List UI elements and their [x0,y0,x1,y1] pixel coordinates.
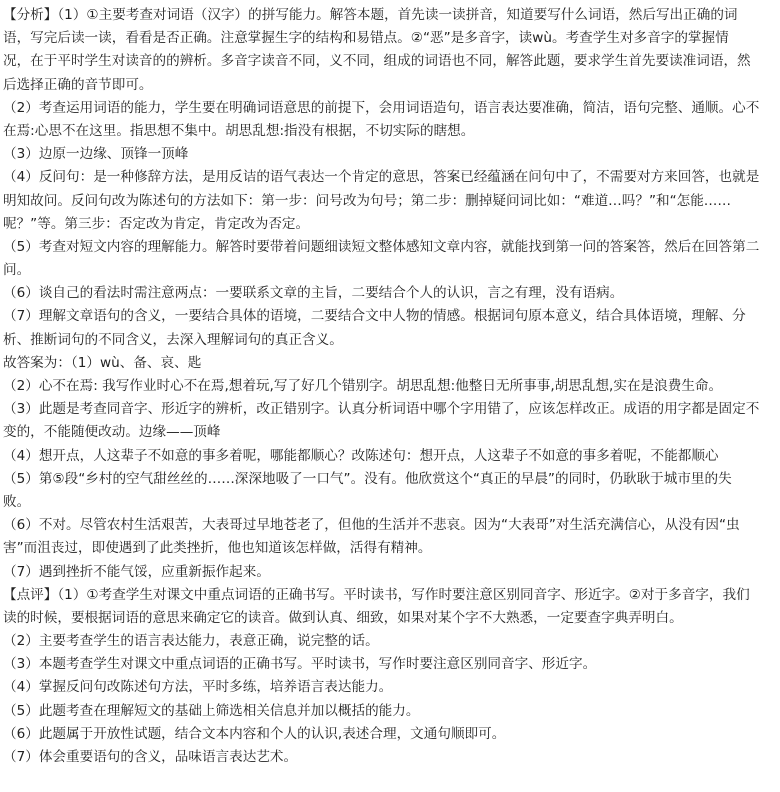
analysis-line: 况，在于平时学生对读音的的辨析。多音字读音不同，义不同，组成的词语也不同，解答此题，要求学生首先要读准词语，然 [3,53,751,70]
analysis-line: 在焉:心思不在这里。指思想不集中。胡思乱想:指没有根据，不切实际的瞎想。 [3,122,475,139]
analysis-line: （2）考查运用词语的能力，学生要在明确词语意思的前提下，会用词语造句，语言表达要准确，简洁，语句完整、通顺。心不 [3,99,760,116]
comment-line: （5）此题考查在理解短文的基础上筛选相关信息并加以概括的能力。 [3,702,420,719]
answer-line: 故答案为：（1）wù、备、哀、匙 [3,354,202,371]
answer-line: 变的，不能随便改动。边缘——顶峰 [3,424,221,441]
analysis-line: （5）考查对短文内容的理解能力。解答时要带着问题细读短文整体感知文章内容，就能找到第一问的答案答，然后在回答第二 [3,238,760,255]
answer-line: 败。 [3,493,31,510]
analysis-line: （3）边原一边缘、顶锋一顶峰 [3,146,189,163]
answer-line: （5）第⑤段“乡村的空气甜丝丝的……深深地吸了一口气”。没有。他欣赏这个“真正的早晨”的同时，仍耿耿于城市里的失 [3,470,732,487]
answer-line: （7）遇到挫折不能气馁，应重新振作起来。 [3,563,270,580]
answer-document [3,4,777,769]
analysis-line: （6）谈自己的看法时需注意两点：一要联系文章的主旨，二要结合个人的认识，言之有理，没有语病。 [3,285,624,302]
analysis-line: （4）反问句：是一种修辞方法，是用反诘的语气表达一个肯定的意思，答案已经蕴涵在问句中了，不需要对方来回答，也就是 [3,169,760,186]
analysis-line: 明知故问。反问句改为陈述句的方法如下：第一步：问号改为句号；第二步：删掉疑问词比如：“难道…吗？”和“怎能…… [3,192,731,209]
answer-line: （3）此题是考查同音字、形近字的辨析，改正错别字。认真分析词语中哪个字用错了，应该怎样改正。成语的用字都是固定不 [3,401,760,418]
analysis-line: 析、推断词句的不同含义，去深入理解词句的真正含义。 [3,331,343,348]
comment-line: （7）体会重要语句的含义，品味语言表达艺术。 [3,749,298,765]
analysis-line: 问。 [3,262,31,279]
comment-line: （6）此题属于开放性试题，结合文本内容和个人的认识,表述合理，文通句顺即可。 [3,725,506,742]
answer-line: 害”而沮丧过，即使遇到了此类挫折，他也知道该怎样做，活得有精神。 [3,540,432,557]
analysis-line: 呢？”等。第三步：否定改为肯定，肯定改为否定。 [3,215,310,232]
comment-line: 【点评】（1）①考查学生对课文中重点词语的正确书写。平时读书，写作时要注意区别同音字、形近字。②对于多音字，我们 [3,586,750,603]
answer-line: （2）心不在焉: 我写作业时心不在焉,想着玩,写了好几个错别字。胡思乱想:他整日无所事事,胡思乱想,实在是浪费生命。 [3,378,723,394]
comment-line: （3）本题考查学生对课文中重点词语的正确书写。平时读书，写作时要注意区别同音字、形近字。 [3,656,597,673]
analysis-line: 【分析】（1）①主要考查对词语（汉字）的拼写能力。解答本题，首先读一读拼音，知道要写什么词语，然后写出正确的词 [3,7,738,23]
analysis-line: （7）理解文章语句的含义，一要结合具体的语境，二要结合文中人物的情感。根据词句原本意义，结合具体语境，理解、分 [3,308,746,325]
answer-line: （6）不对。尽管农村生活艰苦，大表哥过早地苍老了，但他的生活并不悲哀。因为“大表哥”对生活充满信心，从没有因“虫 [3,517,740,534]
analysis-line: 后选择正确的音节即可。 [3,76,153,93]
comment-line: 读的时候，要根据词语的意思来确定它的读音。做到认真、细致，如果对某个字不大熟悉，一定要查字典弄明白。 [3,609,683,626]
comment-line: （2）主要考查学生的语言表达能力，表意正确，说完整的话。 [3,633,379,650]
comment-line: （4）掌握反问句改陈述句方法，平时多练，培养语言表达能力。 [3,679,393,696]
answer-line: （4）想开点，人这辈子不如意的事多着呢，哪能都顺心？改陈述句：想开点，人这辈子不如意的事多着呢，不能都顺心 [3,447,719,464]
analysis-line: 语，写完后读一读，看看是否正确。注意掌握生字的结构和易错点。②“恶”是多音字，读wù。考查学生对多音字的掌握情 [3,30,729,47]
